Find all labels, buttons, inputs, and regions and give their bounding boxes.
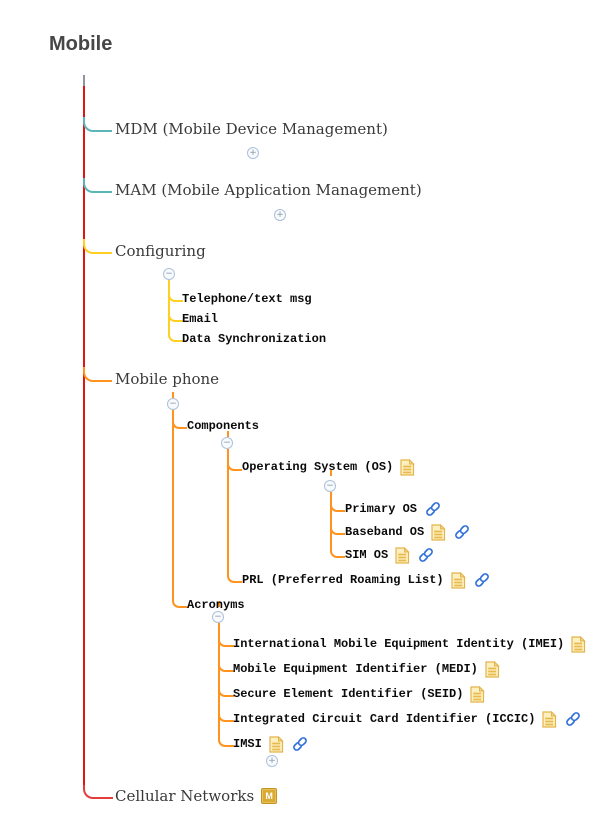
node-label: Primary OS xyxy=(345,502,418,516)
collapse-glyph: − xyxy=(223,437,231,448)
node-imsi[interactable] xyxy=(233,736,309,752)
node-label: Cellular Networks xyxy=(115,787,255,805)
node-label: Mobile Equipment Identifier (MEDI) xyxy=(233,662,478,676)
node-seid[interactable] xyxy=(233,686,485,702)
collapse-toggle-os[interactable] xyxy=(324,480,336,492)
note-icon[interactable] xyxy=(542,711,557,728)
trunk-line xyxy=(83,86,85,786)
expand-toggle-imsi[interactable] xyxy=(266,755,278,767)
note-icon[interactable] xyxy=(431,524,446,541)
node-label: Configuring xyxy=(115,242,206,260)
node-primary-os[interactable] xyxy=(345,501,442,517)
mobile-phone-subtree-line xyxy=(172,410,174,597)
branch-line-primary-os xyxy=(330,500,345,512)
collapse-glyph: − xyxy=(214,611,222,622)
note-icon[interactable] xyxy=(485,661,500,678)
node-acronyms[interactable] xyxy=(187,597,245,613)
expand-glyph: + xyxy=(268,755,276,766)
node-label: Mobile phone xyxy=(115,370,220,388)
branch-line-sim-os xyxy=(330,546,345,558)
node-prl[interactable] xyxy=(242,572,491,588)
node-imei[interactable] xyxy=(233,636,586,652)
link-icon[interactable] xyxy=(564,711,582,727)
branch-line-email xyxy=(168,310,183,322)
link-icon[interactable] xyxy=(291,736,309,752)
note-icon[interactable] xyxy=(400,459,415,476)
node-label: PRL (Preferred Roaming List) xyxy=(242,573,444,587)
branch-line-mobile-phone xyxy=(83,367,112,382)
branch-line-seid xyxy=(218,685,234,697)
node-label: Operating System (OS) xyxy=(242,460,394,474)
node-telephone-text-msg[interactable] xyxy=(182,291,312,307)
node-label: MDM (Mobile Device Management) xyxy=(115,120,388,138)
node-label: Integrated Circuit Card Identifier (ICCIC) xyxy=(233,712,536,726)
expand-toggle-mam[interactable] xyxy=(274,209,286,221)
node-sim-os[interactable] xyxy=(345,547,435,563)
branch-line-data-sync xyxy=(168,330,183,342)
note-icon[interactable] xyxy=(451,572,466,589)
node-mdm[interactable] xyxy=(115,118,388,140)
node-cellular-networks[interactable] xyxy=(115,785,277,807)
node-label: IMSI xyxy=(233,737,262,751)
link-icon[interactable] xyxy=(424,501,442,517)
node-operating-system[interactable] xyxy=(242,459,415,475)
node-label: Telephone/text msg xyxy=(182,292,312,306)
collapse-toggle-components[interactable] xyxy=(221,437,233,449)
link-icon[interactable] xyxy=(473,572,491,588)
collapse-toggle-mobile-phone[interactable] xyxy=(167,398,179,410)
collapse-glyph: − xyxy=(169,398,177,409)
node-data-synchronization[interactable] xyxy=(182,331,326,347)
branch-line-telephone xyxy=(168,290,183,302)
mobile-tag-badge-icon: M xyxy=(261,788,277,804)
branch-line-acronyms xyxy=(172,596,187,608)
expand-toggle-mdm[interactable] xyxy=(247,147,259,159)
node-label: Acronyms xyxy=(187,598,245,612)
node-baseband-os[interactable] xyxy=(345,524,471,540)
branch-line-cellular-networks xyxy=(83,785,113,799)
node-label: Secure Element Identifier (SEID) xyxy=(233,687,464,701)
branch-line-imsi xyxy=(218,735,234,747)
note-icon[interactable] xyxy=(395,547,410,564)
branch-line-mam xyxy=(83,178,112,193)
branch-line-os xyxy=(227,459,242,471)
collapse-glyph: − xyxy=(165,268,173,279)
node-label: Components xyxy=(187,419,260,433)
branch-line-components xyxy=(172,417,187,429)
expand-glyph: + xyxy=(249,147,257,158)
node-label: Email xyxy=(182,312,219,326)
node-label: MAM (Mobile Application Management) xyxy=(115,181,422,199)
branch-line-medi xyxy=(218,660,234,672)
node-label: Baseband OS xyxy=(345,525,425,539)
branch-line-iccic xyxy=(218,710,234,722)
node-mam[interactable] xyxy=(115,179,422,201)
branch-line-baseband-os xyxy=(330,523,345,535)
expand-glyph: + xyxy=(276,209,284,220)
note-icon[interactable] xyxy=(269,736,284,753)
branch-line-configuring xyxy=(83,239,112,254)
node-components[interactable] xyxy=(187,418,259,434)
branch-line-imei xyxy=(218,635,234,647)
branch-line-mdm xyxy=(83,117,112,132)
node-label: International Mobile Equipment Identity (IMEI) xyxy=(233,637,565,651)
node-configuring[interactable] xyxy=(115,240,206,262)
node-label: SIM OS xyxy=(345,548,389,562)
note-icon[interactable] xyxy=(470,686,485,703)
node-iccic[interactable] xyxy=(233,711,582,727)
node-label: Data Synchronization xyxy=(182,332,327,346)
configuring-subtree-line xyxy=(168,280,170,331)
node-medi[interactable] xyxy=(233,661,500,677)
branch-line-prl xyxy=(227,571,242,583)
node-email[interactable] xyxy=(182,311,218,327)
root-node-mobile[interactable]: Mobile xyxy=(49,33,113,55)
link-icon[interactable] xyxy=(417,547,435,563)
collapse-glyph: − xyxy=(326,480,334,491)
node-mobile-phone[interactable] xyxy=(115,368,219,390)
collapse-toggle-configuring[interactable] xyxy=(163,268,175,280)
link-icon[interactable] xyxy=(453,524,471,540)
note-icon[interactable] xyxy=(571,636,586,653)
